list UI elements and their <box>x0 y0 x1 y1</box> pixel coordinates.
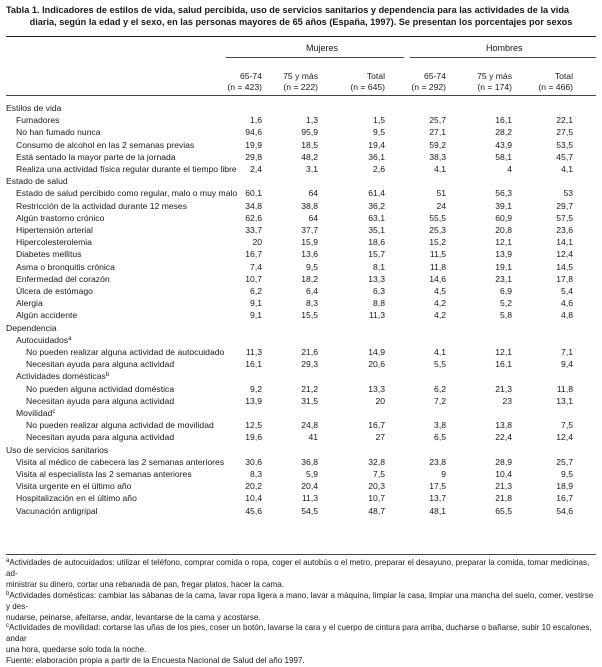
column-header-n: (n = 645) <box>350 82 385 92</box>
table-cell: 41 <box>308 432 318 443</box>
column-header-n: (n = 466) <box>538 82 573 92</box>
table-cell: 10,7 <box>245 273 262 284</box>
row-label: Visita al médico de cabecera las 2 semanas anteriores <box>16 456 225 467</box>
table-cell: 3,1 <box>306 164 318 174</box>
row-label: Estado de salud percibido como regular, malo o muy malo <box>16 188 238 199</box>
row-label: Realiza una actividad física regular durante el tiempo libre <box>16 164 237 174</box>
table-footnotes <box>6 558 598 667</box>
column-header-4 <box>386 71 446 93</box>
row-label: Vacunación antigripal <box>16 505 98 516</box>
table-cell: 12,1 <box>495 347 512 357</box>
table-caption <box>6 4 596 28</box>
column-header-6 <box>513 71 573 93</box>
table-cell: 4,8 <box>561 310 573 321</box>
row-label: Fumadores <box>16 115 60 126</box>
table-cell: 48,1 <box>429 505 446 516</box>
row-label: Consumo de alcohol en las 2 semanas previas <box>16 139 195 150</box>
table-cell: 39,1 <box>495 200 512 211</box>
table-cell: 95,9 <box>301 127 318 138</box>
table-cell: 59,2 <box>429 139 446 150</box>
table-row <box>0 274 602 286</box>
table-cell: 5,9 <box>306 469 318 479</box>
table-cell: 14,1 <box>556 237 573 248</box>
table-cell: 9,5 <box>306 261 318 272</box>
table-cell: 17,8 <box>556 273 573 284</box>
table-cell: 28,9 <box>495 456 512 467</box>
table-cell: 4,1 <box>561 164 573 174</box>
table-cell: 4 <box>507 164 512 174</box>
table-cell: 18,6 <box>368 237 385 248</box>
table-cell: 16,1 <box>495 115 512 126</box>
table-cell: 13,9 <box>495 249 512 260</box>
table-cell: 15,5 <box>301 310 318 321</box>
column-header-label: 75 y más <box>477 71 512 81</box>
footnote-line <box>6 558 598 580</box>
subsection-heading: Movilidad$^c$ <box>16 408 56 418</box>
table-cell: 94,6 <box>245 127 262 138</box>
table-cell: 4,1 <box>434 164 446 174</box>
table-cell: 6,9 <box>500 286 512 296</box>
table-cell: 30,6 <box>245 456 262 467</box>
footnote-text: Actividades de movilidad: cortarse las uñas de los pies, coser un botón, lavarse la cara y el cuerpo de cintura para arriba, ducharse o bañarse, subir 10 escalones, andar <box>6 623 592 644</box>
row-label: Necesitan ayuda para alguna actividad <box>26 432 175 443</box>
table-row <box>0 213 602 225</box>
table-cell: 11,8 <box>429 261 446 272</box>
table-cell: 16,1 <box>495 359 512 370</box>
table-row <box>0 262 602 274</box>
table-cell: 37,7 <box>301 225 318 235</box>
table-cell: 54,6 <box>556 505 573 516</box>
table-cell: 14,6 <box>429 273 446 284</box>
row-label: Diabetes mellitus <box>16 249 82 260</box>
table-cell: 60,9 <box>495 212 512 223</box>
table-cell: 4,6 <box>561 298 573 309</box>
top-rule <box>6 36 596 37</box>
table-cell: 34,8 <box>245 200 262 211</box>
row-label: No han fumado nunca <box>16 127 101 138</box>
footnote-text: Actividades domésticas: cambiar las sábanas de la cama, lavar ropa ligera a mano, lavar a máquina, limpiar la casa, limpiar una mancha del suelo, comer, vestirse y des- <box>6 590 594 611</box>
table-cell: 12,1 <box>495 237 512 248</box>
table-cell: 5,4 <box>561 286 573 296</box>
table-row <box>0 286 602 298</box>
row-label: Necesitan ayuda para alguna actividad <box>26 395 175 406</box>
table-cell: 20,6 <box>368 359 385 370</box>
table-cell: 17,5 <box>429 481 446 492</box>
table-cell: 4,1 <box>434 347 446 357</box>
table-cell: 5,2 <box>500 298 512 309</box>
table-row <box>0 152 602 164</box>
table-cell: 9,1 <box>250 298 262 309</box>
column-header-5 <box>452 71 512 93</box>
footnote-line <box>6 613 598 624</box>
table-cell: 64 <box>308 212 318 223</box>
row-label: Hipercolesterolemia <box>16 237 92 248</box>
table-cell: 1,6 <box>250 115 262 126</box>
column-header-label: Total <box>554 71 573 81</box>
group-rule-mujeres <box>226 57 404 58</box>
table-cell: 8,3 <box>306 298 318 309</box>
table-cell: 21,3 <box>495 383 512 394</box>
table-cell: 9,2 <box>250 383 262 394</box>
table-cell: 5,5 <box>434 359 446 370</box>
table-cell: 8,1 <box>373 261 385 272</box>
table-cell: 1,3 <box>306 115 318 126</box>
column-header-label: 65-74 <box>424 71 446 81</box>
row-label: Visita al especialista las 2 semanas anteriores <box>16 469 192 479</box>
table-cell: 58,1 <box>495 151 512 162</box>
column-header-n: (n = 423) <box>227 82 262 92</box>
table-row <box>0 237 602 249</box>
table-cell: 14,9 <box>368 347 385 357</box>
table-cell: 25,7 <box>429 115 446 126</box>
group-header-hombres: Hombres <box>486 43 523 53</box>
table-cell: 24,8 <box>301 420 318 431</box>
table-row <box>0 445 602 457</box>
table-cell: 32,8 <box>368 456 385 467</box>
table-cell: 19,1 <box>495 261 512 272</box>
footnote-marker: b <box>6 590 10 597</box>
table-cell: 16,7 <box>245 249 262 260</box>
table-cell: 29,8 <box>245 151 262 162</box>
column-header-n: (n = 174) <box>477 82 512 92</box>
table-cell: 10,4 <box>245 493 262 504</box>
table-row <box>0 359 602 371</box>
table-cell: 11,5 <box>429 249 446 260</box>
row-label: Visita urgente en el último año <box>16 481 132 492</box>
table-cell: 6,2 <box>434 383 446 394</box>
table-row <box>0 225 602 237</box>
table-cell: 19,6 <box>245 432 262 443</box>
footnote-text: una hora, quedarse solo toda la noche. <box>6 645 147 655</box>
table-row <box>0 432 602 444</box>
column-header-n: (n = 222) <box>283 82 318 92</box>
header-rule <box>6 95 596 96</box>
table-row <box>0 323 602 335</box>
table-cell: 62,6 <box>245 212 262 223</box>
table-cell: 25,7 <box>556 456 573 467</box>
table-row <box>0 457 602 469</box>
table-cell: 53,5 <box>556 139 573 150</box>
table-cell: 2,4 <box>250 164 262 174</box>
table-cell: 7,1 <box>561 347 573 357</box>
table-cell: 11,3 <box>245 347 262 357</box>
table-cell: 13,1 <box>556 395 573 406</box>
footnote-text: ministrar su dinero, cortar una rebanada de pan, fregar platos, hacer la cama. <box>6 579 285 589</box>
table-cell: 21,6 <box>301 347 318 357</box>
table-cell: 9 <box>441 469 446 479</box>
table-cell: 18,9 <box>556 481 573 492</box>
table-row <box>0 384 602 396</box>
row-label: Hospitalización en el último año <box>16 493 137 504</box>
footnote-text: nudarse, peinarse, afeitarse, andar, levantarse de la cama y acostarse. <box>6 612 261 622</box>
table-cell: 55,5 <box>429 212 446 223</box>
table-cell: 45,7 <box>556 151 573 162</box>
table-cell: 35,1 <box>368 225 385 235</box>
table-row <box>0 396 602 408</box>
row-label: Algún trastorno crónico <box>16 212 105 223</box>
table-cell: 20,2 <box>245 481 262 492</box>
table-cell: 57,5 <box>556 212 573 223</box>
table-cell: 3,8 <box>434 420 446 431</box>
table-cell: 20,8 <box>495 225 512 235</box>
row-label: Está sentado la mayor parte de la jornada <box>16 151 176 162</box>
table-cell: 65,5 <box>495 505 512 516</box>
table-cell: 6,3 <box>373 286 385 296</box>
table-cell: 64 <box>308 188 318 199</box>
table-row <box>0 335 602 347</box>
table-row <box>0 371 602 383</box>
table-cell: 20,4 <box>301 481 318 492</box>
table-cell: 13,3 <box>368 273 385 284</box>
group-rule-hombres <box>410 57 596 58</box>
table-row <box>0 310 602 322</box>
table-row <box>0 127 602 139</box>
table-row <box>0 420 602 432</box>
row-label: No pueden alguna actividad doméstica <box>26 383 175 394</box>
table-row <box>0 469 602 481</box>
table-cell: 22,1 <box>556 115 573 126</box>
table-row <box>0 347 602 359</box>
table-cell: 7,5 <box>561 420 573 431</box>
table-cell: 18,2 <box>301 273 318 284</box>
table-cell: 6,5 <box>434 432 446 443</box>
row-label: Enfermedad del corazón <box>16 273 110 284</box>
table-cell: 56,3 <box>495 188 512 199</box>
table-cell: 60,1 <box>245 188 262 199</box>
column-header-1 <box>202 71 262 93</box>
table-cell: 63,1 <box>368 212 385 223</box>
table-cell: 48,2 <box>301 151 318 162</box>
table-cell: 25,3 <box>429 225 446 235</box>
table-row <box>0 298 602 310</box>
table-cell: 51 <box>436 188 446 199</box>
table-cell: 16,1 <box>245 359 262 370</box>
table-cell: 9,5 <box>373 127 385 138</box>
table-cell: 20,3 <box>368 481 385 492</box>
table-cell: 20 <box>252 237 262 248</box>
subsection-heading: Actividades domésticas$^b$ <box>16 371 110 382</box>
table-cell: 38,8 <box>301 200 318 211</box>
table-cell: 21,2 <box>301 383 318 394</box>
table-row <box>0 188 602 200</box>
table-cell: 29,7 <box>556 200 573 211</box>
row-label: Necesitan ayuda para alguna actividad <box>26 359 175 370</box>
table-cell: 12,5 <box>245 420 262 431</box>
footnote-text: Fuente: elaboración propia a partir de la Encuesta Nacional de Salud del año 1997. <box>6 656 305 666</box>
table-cell: 2,6 <box>373 164 385 174</box>
footnote-marker: b <box>105 372 110 379</box>
table-row <box>0 506 602 518</box>
column-header-2 <box>258 71 318 93</box>
table-cell: 27,1 <box>429 127 446 138</box>
table-cell: 1,5 <box>373 115 385 126</box>
table-cell: 13,6 <box>301 249 318 260</box>
table-cell: 23,8 <box>429 456 446 467</box>
bottom-rule <box>6 554 596 555</box>
table-cell: 6,2 <box>250 286 262 296</box>
table-cell: 12,4 <box>556 432 573 443</box>
column-header-label: Total <box>366 71 385 81</box>
table-cell: 10,4 <box>495 469 512 479</box>
table-cell: 13,7 <box>429 493 446 504</box>
section-heading: Dependencia <box>6 322 57 333</box>
footnote-text: Actividades de autocuidados: utilizar el teléfono, comprar comida o ropa, coger el autobús o el metro, preparar el desayuno, preparar la comida, tomar medicinas, ad- <box>6 558 590 578</box>
table-cell: 23,1 <box>495 273 512 284</box>
footnote-line <box>6 623 598 645</box>
table-cell: 9,5 <box>561 469 573 479</box>
table-cell: 7,2 <box>434 395 446 406</box>
table-cell: 20 <box>375 395 385 406</box>
section-heading: Estilos de vida <box>6 103 62 113</box>
section-heading: Uso de servicios sanitarios <box>6 444 109 455</box>
column-header-3 <box>325 71 385 93</box>
footnote-line <box>6 580 598 591</box>
column-header-label: 65-74 <box>240 71 262 81</box>
table-cell: 13,8 <box>495 420 512 431</box>
table-cell: 33,7 <box>245 225 262 235</box>
table-cell: 23,6 <box>556 225 573 235</box>
table-cell: 11,3 <box>301 493 318 504</box>
group-header-mujeres: Mujeres <box>306 43 339 53</box>
table-cell: 9,4 <box>561 359 573 370</box>
table-cell: 10,7 <box>368 493 385 504</box>
table-row <box>0 176 602 188</box>
table-cell: 36,8 <box>301 456 318 467</box>
table-cell: 16,7 <box>556 493 573 504</box>
row-label: Hipertensión arterial <box>16 225 93 235</box>
row-label: No pueden realizar alguna actividad de autocuidado <box>26 347 225 357</box>
table-row <box>0 103 602 115</box>
table-cell: 14,5 <box>556 261 573 272</box>
table-cell: 16,7 <box>368 420 385 431</box>
table-cell: 21,3 <box>495 481 512 492</box>
table-cell: 61,4 <box>368 188 385 199</box>
subsection-heading: Autocuidados$^a$ <box>16 334 72 345</box>
table-cell: 8,3 <box>250 469 262 479</box>
table-row <box>0 408 602 420</box>
table-cell: 15,7 <box>368 249 385 260</box>
table-row <box>0 115 602 127</box>
row-label: No pueden realizar alguna actividad de movilidad <box>26 420 214 431</box>
table-cell: 11,3 <box>368 310 385 321</box>
caption-line-2: diaria, según la edad y el sexo, en las personas mayores de 65 años (España, 1997). Se presentan los porcentajes por sexos <box>29 17 573 27</box>
row-label: Algún accidente <box>16 310 78 321</box>
table-cell: 36,2 <box>368 200 385 211</box>
table-row <box>0 481 602 493</box>
row-label: Asma o bronquitis crónica <box>16 261 115 272</box>
row-label: Alergia <box>16 298 43 309</box>
table-cell: 6,4 <box>306 286 318 296</box>
table-row <box>0 201 602 213</box>
footnote-marker: a <box>68 335 72 342</box>
table-cell: 53 <box>563 188 573 199</box>
table-cell: 29,3 <box>301 359 318 370</box>
table-cell: 4,5 <box>434 286 446 296</box>
row-label: Restricción de la actividad durante 12 meses <box>16 200 188 211</box>
table-cell: 15,2 <box>429 237 446 248</box>
table-cell: 11,8 <box>556 383 573 394</box>
table-cell: 4,2 <box>434 310 446 321</box>
table-cell: 7,4 <box>250 261 262 272</box>
footnote-line <box>6 656 598 667</box>
table-cell: 31,5 <box>301 395 318 406</box>
caption-line-1: Tabla 1. Indicadores de estilos de vida, salud percibida, uso de servicios sanitarios y dependencia para las actividades de la vida <box>6 5 570 15</box>
table-cell: 38,3 <box>429 151 446 162</box>
table-row <box>0 140 602 152</box>
table-cell: 43,9 <box>495 139 512 150</box>
footnote-line <box>6 591 598 613</box>
footnote-marker: c <box>52 409 56 415</box>
table-cell: 45,6 <box>245 505 262 516</box>
table-cell: 23 <box>502 395 512 406</box>
footnote-marker: a <box>6 558 10 564</box>
table-cell: 12,4 <box>556 249 573 260</box>
table-cell: 27,5 <box>556 127 573 138</box>
footnote-line <box>6 645 598 656</box>
table-cell: 8,8 <box>373 298 385 309</box>
table-cell: 4,2 <box>434 298 446 309</box>
table-row <box>0 493 602 505</box>
footnote-marker: c <box>6 623 9 630</box>
table-cell: 7,5 <box>373 469 385 479</box>
table-cell: 54,5 <box>301 505 318 516</box>
table-cell: 19,9 <box>245 139 262 150</box>
section-heading: Estado de salud <box>6 176 68 187</box>
row-label: Úlcera de estómago <box>16 286 93 296</box>
table-cell: 9,1 <box>250 310 262 321</box>
table-cell: 24 <box>436 200 446 211</box>
column-header-n: (n = 292) <box>411 82 446 92</box>
column-header-label: 75 y más <box>283 71 318 81</box>
table-cell: 13,3 <box>368 383 385 394</box>
table-cell: 27 <box>375 432 385 443</box>
table-cell: 5,8 <box>500 310 512 321</box>
table-cell: 22,4 <box>495 432 512 443</box>
table-cell: 18,5 <box>301 139 318 150</box>
table-cell: 19,4 <box>368 139 385 150</box>
table-cell: 28,2 <box>495 127 512 138</box>
table-cell: 48,7 <box>368 505 385 516</box>
table-cell: 13,9 <box>245 395 262 406</box>
table-cell: 21,8 <box>495 493 512 504</box>
table-row <box>0 249 602 261</box>
table-cell: 15,9 <box>301 237 318 248</box>
table-row <box>0 164 602 176</box>
table-cell: 36,1 <box>368 151 385 162</box>
